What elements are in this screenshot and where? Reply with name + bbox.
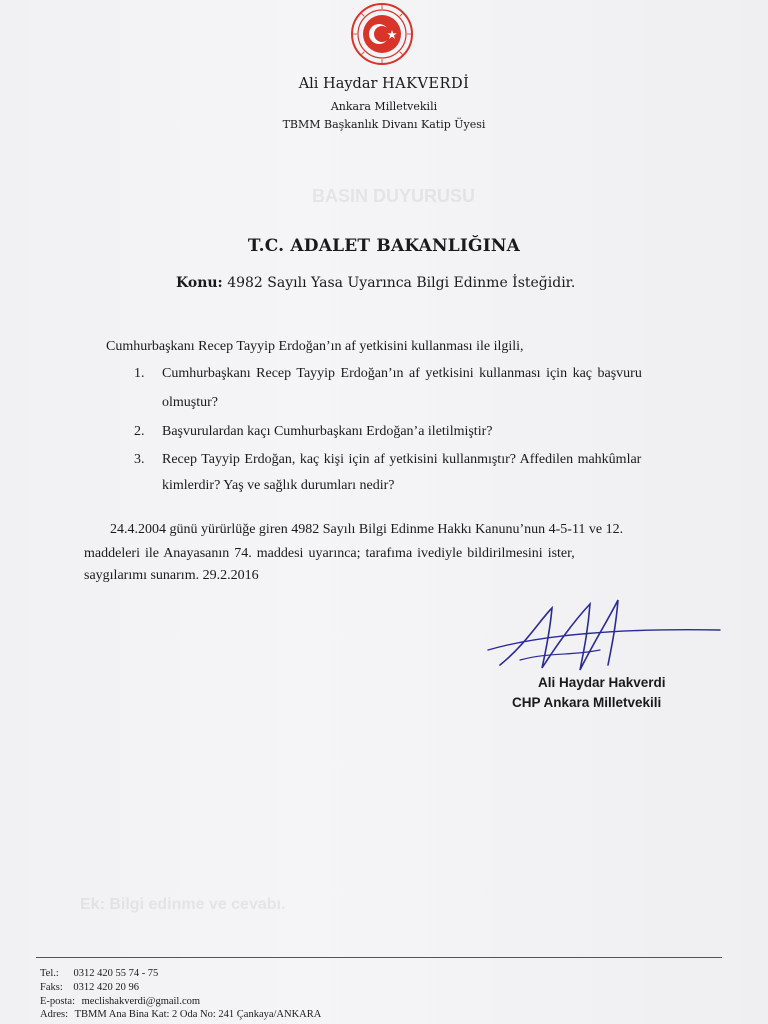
show-through-text: BASIN DUYURUSU (312, 186, 476, 206)
tbmm-seal-logo (350, 2, 414, 66)
signer-name: Ali Haydar Hakverdi (538, 675, 666, 690)
sender-first-name: Ali Haydar (298, 76, 378, 92)
footer-phone (40, 968, 158, 979)
question-1-line-2: olmuştur? (162, 395, 218, 410)
handwritten-signature (480, 590, 730, 680)
address-label: Adres: (40, 1009, 68, 1020)
question-2-line-1: Başvurulardan kaçı Cumhurbaşkanı Erdoğan’a iletilmiştir? (162, 424, 493, 439)
phone-label: Tel.: (40, 968, 59, 979)
question-number: 3. (134, 452, 145, 467)
sender-role: Ankara Milletvekili (330, 100, 438, 113)
signer-title: CHP Ankara Milletvekili (512, 695, 662, 710)
show-through-text: Ek: Bilgi edinme ve cevabı. (80, 896, 286, 913)
address-value: TBMM Ana Bina Kat: 2 Oda No: 241 Çankaya/ANKARA (74, 1009, 322, 1020)
phone-value: 0312 420 55 74 - 75 (73, 968, 159, 979)
question-3-line-1: Recep Tayyip Erdoğan, kaç kişi için af yetkisini kullanmıştır? Affedilen mahkûmlar (162, 452, 642, 467)
footer-divider (36, 957, 722, 958)
recipient-title: T.C. ADALET BAKANLIĞINA (247, 236, 521, 256)
fax-value: 0312 420 20 96 (73, 982, 140, 993)
subject-text: 4982 Sayılı Yasa Uyarınca Bilgi Edinme İsteğidir. (227, 275, 576, 291)
footer-fax (40, 982, 139, 993)
question-number: 1. (134, 366, 145, 381)
closing-line-2: maddeleri ile Anayasanın 74. maddesi uyarınca; tarafıma ivediyle bildirilmesini ister, (84, 546, 575, 561)
subject-line (176, 275, 575, 291)
closing-line-1: 24.4.2004 günü yürürlüğe giren 4982 Sayılı Bilgi Edinme Hakkı Kanunu’nun 4-5-11 ve 12. (110, 522, 624, 537)
question-number: 2. (134, 424, 145, 439)
question-1-line-1: Cumhurbaşkanı Recep Tayyip Erdoğan’ın af yetkisini kullanması için kaç başvuru (162, 366, 642, 381)
subject-label: Konu: (176, 275, 223, 291)
intro-paragraph: Cumhurbaşkanı Recep Tayyip Erdoğan’ın af yetkisini kullanması ile ilgili, (106, 339, 524, 354)
footer-address (40, 1009, 321, 1020)
question-3-line-2: kimlerdir? Yaş ve sağlık durumları nedir? (162, 478, 395, 493)
closing-line-3: saygılarımı sunarım. 29.2.2016 (84, 568, 259, 583)
fax-label: Faks: (40, 982, 63, 993)
footer-email (40, 996, 200, 1007)
email-label: E-posta: (40, 996, 75, 1007)
sender-last-name: HAKVERDİ (382, 76, 470, 92)
email-value[interactable]: meclishakverdi@gmail.com (81, 996, 201, 1007)
sender-name (0, 76, 768, 92)
sender-position: TBMM Başkanlık Divanı Katip Üyesi (282, 118, 486, 131)
